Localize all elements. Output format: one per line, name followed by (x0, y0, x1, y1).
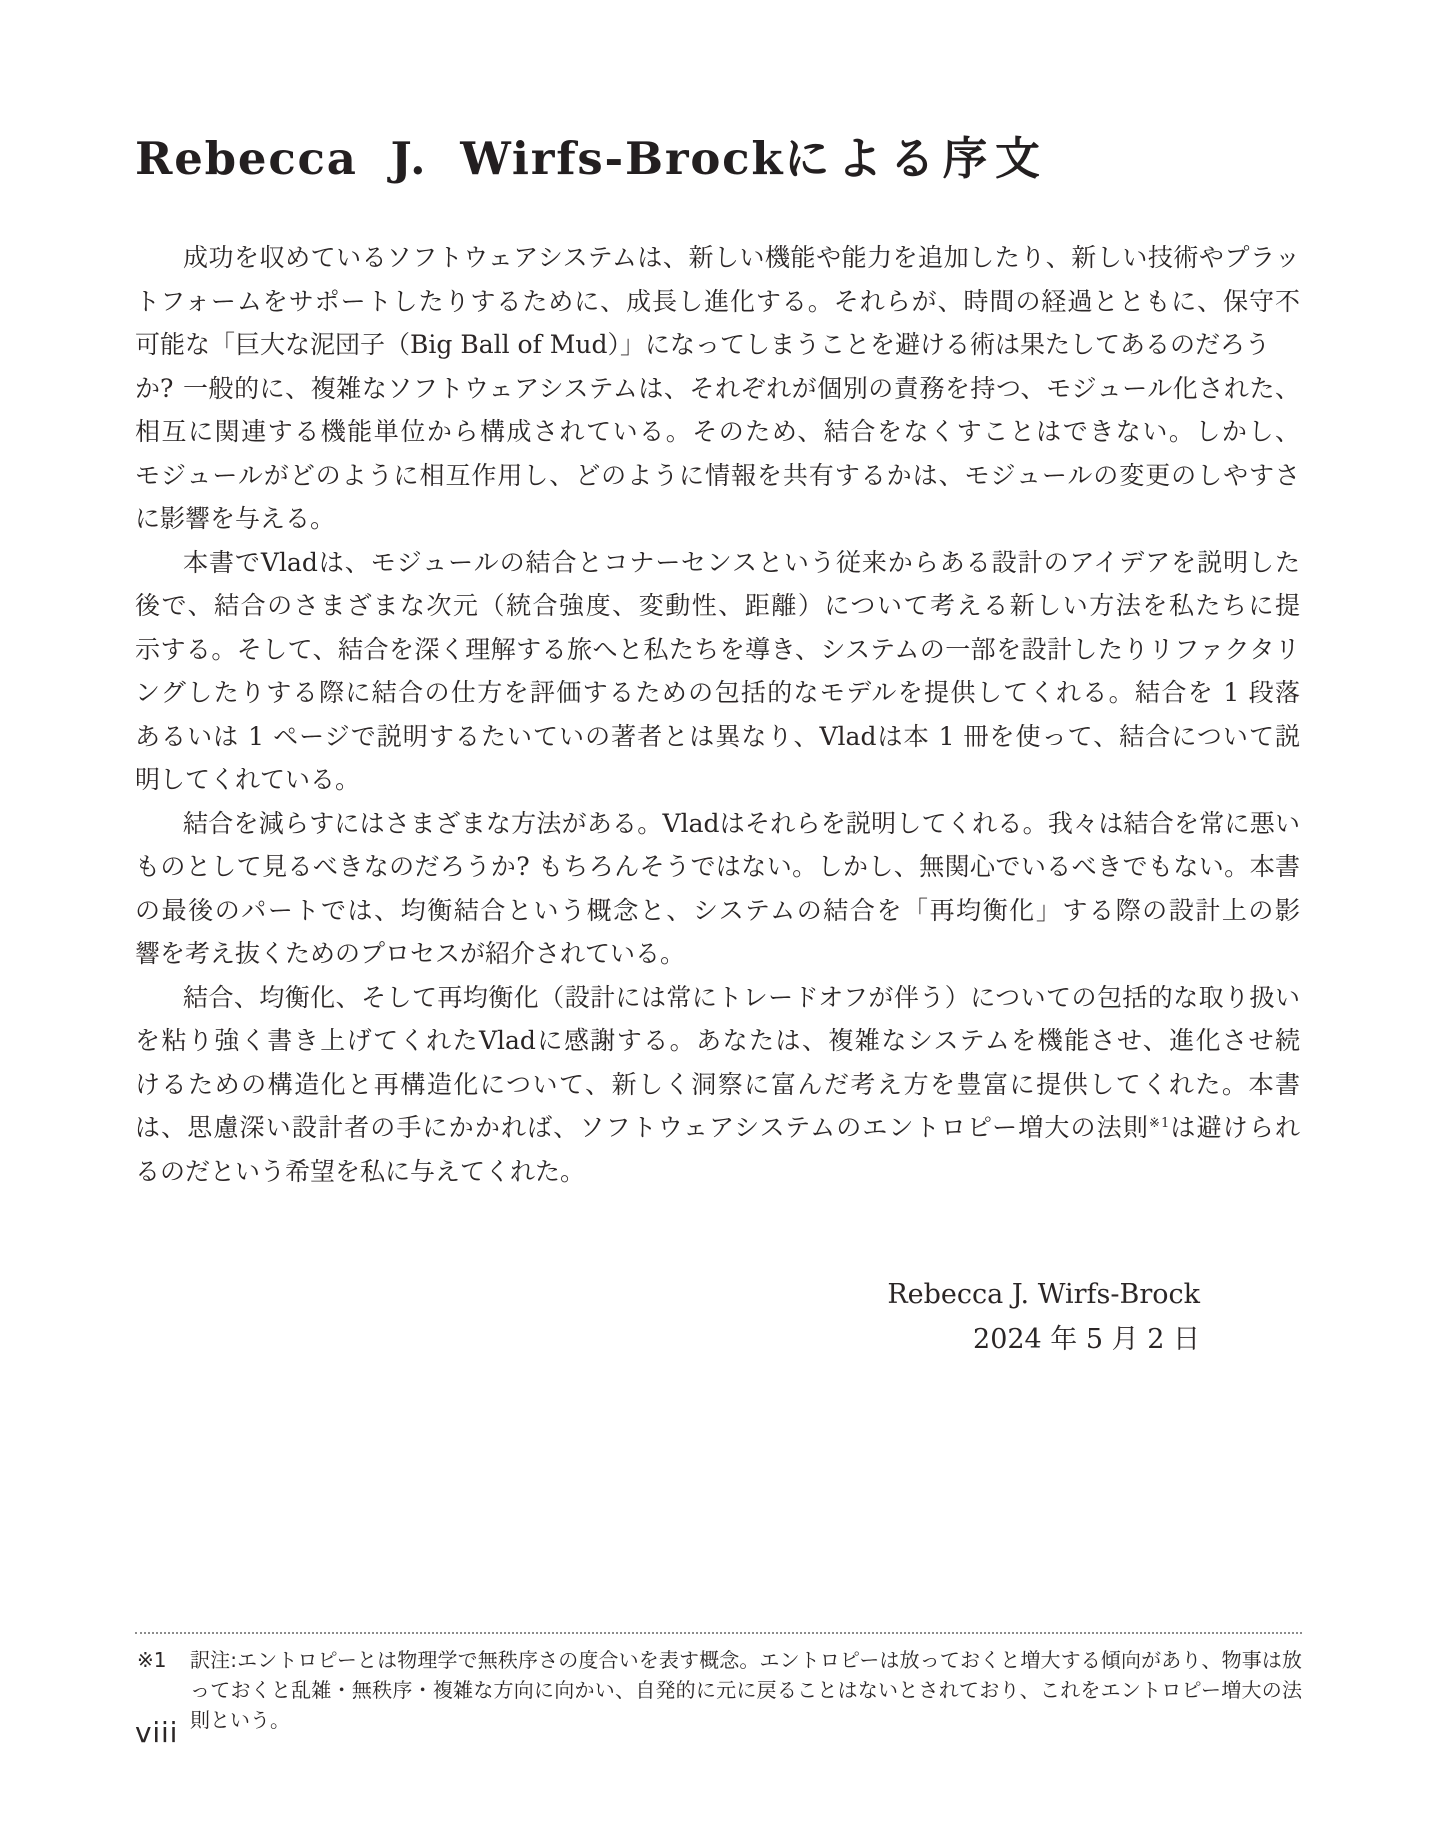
body-line: ものとして見るべきなのだろうか? もちろんそうではない。しかし、無関心でいるべきでもない。本書 (135, 852, 1300, 881)
body-line: 成功を収めているソフトウェアシステムは、新しい機能や能力を追加したり、新しい技術やプラッ (183, 243, 1300, 272)
signature-name: Rebecca J. Wirfs-Brock (887, 1279, 1200, 1310)
foreword-body (135, 236, 1300, 1193)
body-line: 響を考え抜くためのプロセスが紹介されている。 (135, 939, 686, 968)
footnote-text: 訳注:エントロピーとは物理学で無秩序さの度合いを表す概念。エントロピーは放っておくと増大する傾向があり、物事は放っておくと乱雑・無秩序・複雑な方向に向かい、自発的に元に戻ることはないとされており、これをエントロピー増大の法則という。 (190, 1648, 1302, 1732)
signature-date: 2024 年 5 月 2 日 (973, 1324, 1200, 1355)
body-line: けるための構造化と再構造化について、新しく洞察に富んだ考え方を豊富に提供してくれた。本書 (135, 1069, 1300, 1099)
body-line: ングしたりする際に結合の仕方を評価するための包括的なモデルを提供してくれる。結合を 1 段落 (135, 678, 1300, 707)
body-line: 本書でVladは、モジュールの結合とコナーセンスという従来からある設計のアイデアを説明した (183, 547, 1300, 577)
body-line: は、思慮深い設計者の手にかかれば、ソフトウェアシステムのエントロピー増大の法則$^{※1}$は避けられ (135, 1113, 1300, 1142)
body-line: に影響を与える。 (135, 504, 336, 533)
body-line: 明してくれている。 (135, 765, 361, 794)
body-line: 示する。そして、結合を深く理解する旅へと私たちを導き、システムの一部を設計したりリファクタリ (135, 634, 1300, 664)
page-title (135, 130, 1048, 188)
body-line: 可能な「巨大な泥団子（Big Ball of Mud）」になってしまうことを避ける術は果たしてあるのだろうか? (135, 330, 1270, 403)
body-line: るのだという希望を私に与えてくれた。 (135, 1156, 586, 1186)
footnote-marker: ※1 (137, 1648, 167, 1672)
body-line: 結合、均衡化、そして再均衡化（設計には常にトレードオフが伴う）についての包括的な取り扱い (183, 982, 1300, 1012)
body-line: トフォームをサポートしたりするために、成長し進化する。それらが、時間の経過とともに、保守不 (135, 286, 1300, 316)
footnote (137, 1645, 1302, 1735)
page-title-suffix: による序文 (784, 132, 1048, 186)
page-number: viii (135, 1716, 179, 1749)
page-title-name: Rebecca J. Wirfs-Brock (135, 132, 785, 186)
body-line: モジュールがどのように相互作用し、どのように情報を共有するかは、モジュールの変更のしやすさ (135, 460, 1300, 490)
body-line: 一般的に、複雑なソフトウェアシステムは、それぞれが個別の責務を持つ、モジュール化された、 (183, 373, 1300, 403)
signature-block (887, 1272, 1200, 1362)
body-line: の最後のパートでは、均衡結合という概念と、システムの結合を「再均衡化」する際の設計上の影 (135, 895, 1300, 925)
body-line: 後で、結合のさまざまな次元（統合強度、変動性、距離）について考える新しい方法を私たちに提 (135, 591, 1300, 620)
body-line: を粘り強く書き上げてくれたVladに感謝する。あなたは、複雑なシステムを機能させ、進化させ続 (135, 1026, 1300, 1055)
footnote-reference: ※1 (1148, 1116, 1170, 1131)
footnote-divider (135, 1632, 1302, 1634)
body-line: 結合を減らすにはさまざまな方法がある。Vladはそれらを説明してくれる。我々は結合を常に悪い (183, 808, 1300, 838)
body-line: あるいは 1 ページで説明するたいていの著者とは異なり、Vladは本 1 冊を使って、結合について説 (135, 721, 1300, 751)
body-line: 相互に関連する機能単位から構成されている。そのため、結合をなくすことはできない。しかし、 (135, 417, 1300, 446)
